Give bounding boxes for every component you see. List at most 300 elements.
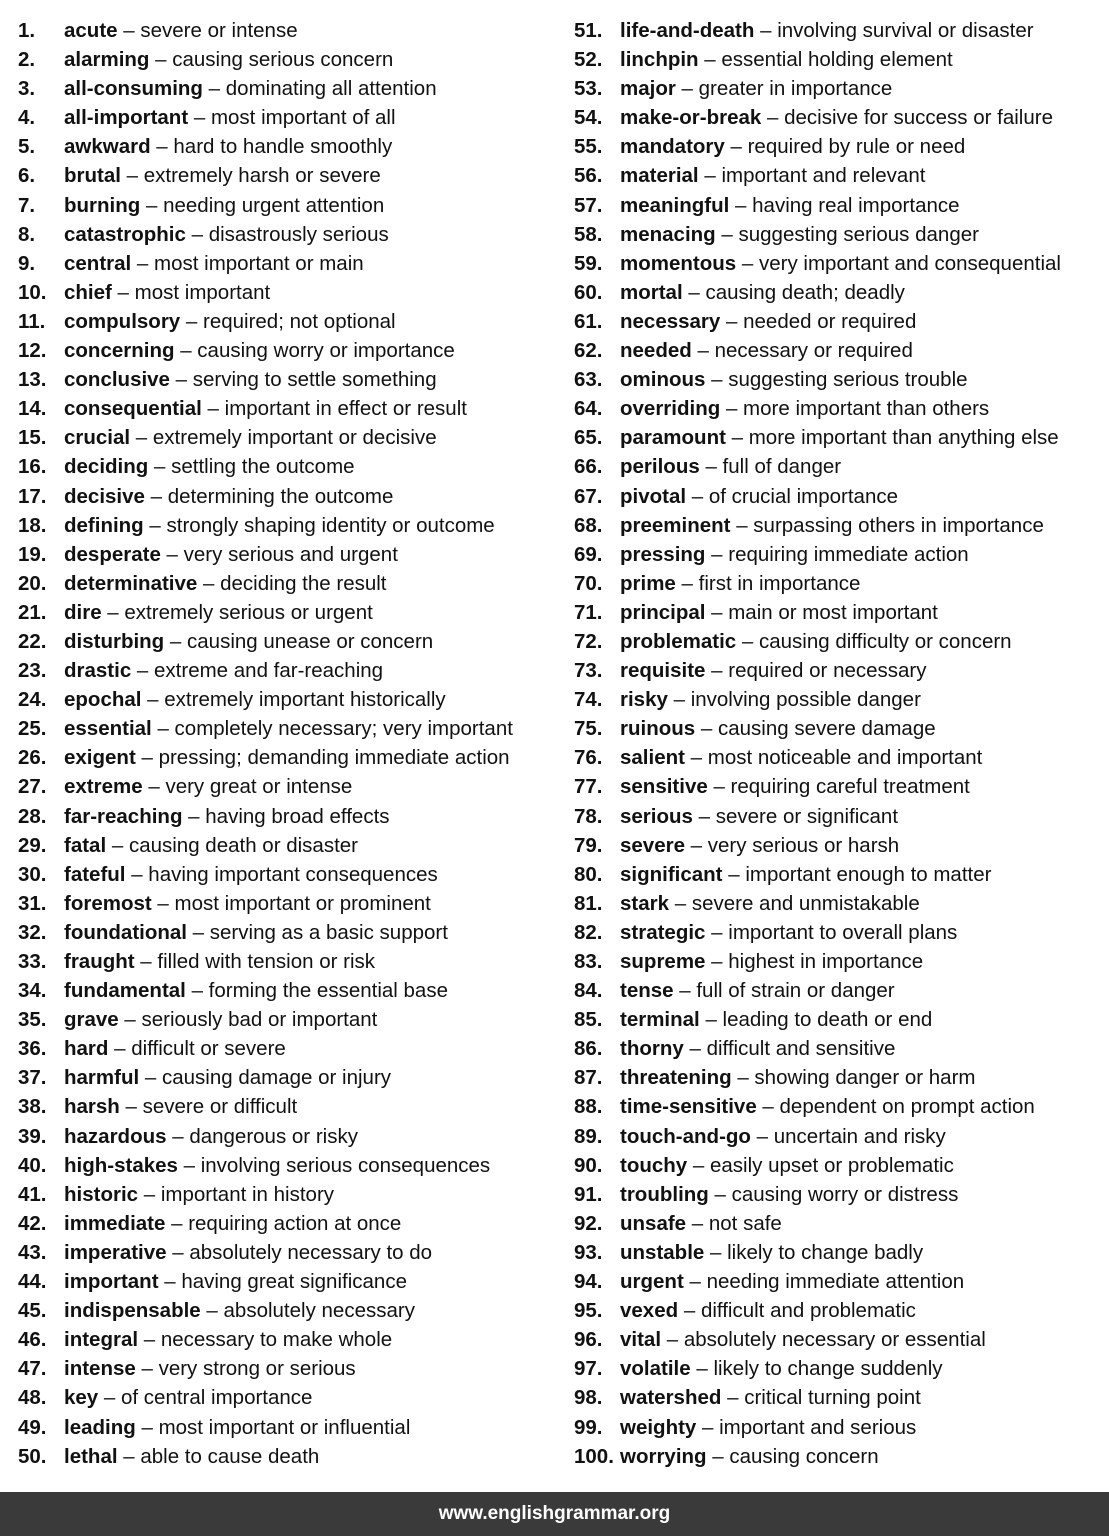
item-separator: –: [720, 397, 744, 421]
item-separator: –: [750, 1124, 774, 1148]
item-number: 71.: [574, 600, 603, 624]
item-separator: –: [106, 833, 129, 857]
item-word: fraught: [64, 950, 135, 973]
item-definition: causing serious concern: [172, 48, 394, 72]
item-number: 97.: [574, 1357, 603, 1381]
item-number: 36.: [18, 1037, 47, 1061]
item-definition: causing unease or concern: [187, 629, 434, 653]
item-number: 6.: [18, 164, 36, 188]
item-separator: –: [708, 1182, 732, 1206]
item-number: 100.: [574, 1444, 614, 1468]
item-number: 43.: [18, 1240, 47, 1264]
item-word: touchy: [620, 1153, 688, 1177]
item-separator: –: [120, 164, 144, 188]
item-separator: –: [736, 629, 759, 653]
item-word: dire: [64, 600, 102, 624]
item-separator: –: [169, 368, 193, 392]
item-definition: first in importance: [698, 571, 861, 595]
item-number: 80.: [574, 862, 603, 886]
item-word: supreme: [620, 950, 706, 973]
item-separator: –: [98, 1386, 122, 1410]
list-item: [574, 714, 1104, 743]
item-separator: –: [682, 280, 706, 304]
list-item: [574, 1383, 1104, 1412]
item-number: 17.: [18, 484, 47, 508]
item-word: weighty: [620, 1415, 697, 1439]
item-definition: greater in importance: [698, 77, 893, 101]
list-item: [18, 918, 563, 947]
item-word: burning: [64, 193, 141, 217]
item-word: deciding: [64, 455, 149, 479]
list-item: [574, 482, 1104, 511]
item-definition: severe and unmistakable: [691, 891, 920, 915]
item-separator: –: [673, 979, 697, 1003]
item-word: tense: [620, 979, 674, 1003]
item-definition: strongly shaping identity or outcome: [166, 513, 495, 537]
item-number: 32.: [18, 920, 47, 944]
item-separator: –: [669, 891, 692, 915]
item-number: 51.: [574, 19, 603, 42]
item-number: 22.: [18, 629, 47, 653]
item-separator: –: [678, 1299, 701, 1323]
list-item: [574, 423, 1104, 452]
item-number: 42.: [18, 1211, 47, 1235]
item-word: lethal: [64, 1444, 118, 1468]
item-number: 15.: [18, 426, 47, 450]
list-item: [18, 1267, 563, 1296]
item-number: 24.: [18, 688, 47, 712]
item-number: 8.: [18, 222, 36, 246]
list-item: [18, 278, 563, 307]
item-definition: causing worry or importance: [197, 339, 455, 363]
item-separator: –: [675, 571, 699, 595]
item-separator: –: [148, 455, 172, 479]
list-item: [18, 1296, 563, 1325]
item-definition: filled with tension or risk: [157, 950, 376, 973]
item-number: 66.: [574, 455, 603, 479]
item-definition: very strong or serious: [158, 1357, 356, 1381]
item-number: 52.: [574, 48, 603, 72]
item-definition: likely to change suddenly: [713, 1357, 943, 1381]
item-word: perilous: [620, 455, 700, 479]
item-separator: –: [731, 1066, 755, 1090]
list-item: [18, 1122, 563, 1151]
item-definition: very serious or harsh: [707, 833, 900, 857]
list-item: [18, 976, 563, 1005]
item-number: 47.: [18, 1357, 47, 1381]
item-number: 62.: [574, 339, 603, 363]
item-definition: of central importance: [121, 1386, 313, 1410]
item-separator: –: [166, 1124, 190, 1148]
item-definition: extremely important historically: [164, 688, 446, 712]
item-word: conclusive: [64, 368, 170, 392]
item-word: harsh: [64, 1095, 120, 1119]
item-number: 54.: [574, 106, 603, 130]
item-separator: –: [696, 1415, 720, 1439]
item-separator: –: [185, 222, 209, 246]
item-number: 19.: [18, 542, 47, 566]
item-definition: necessary or required: [714, 339, 913, 363]
item-word: significant: [620, 862, 723, 886]
item-word: defining: [64, 513, 144, 537]
item-definition: severe or difficult: [142, 1095, 298, 1119]
item-definition: most noticeable and important: [707, 746, 983, 770]
list-item: [574, 1180, 1104, 1209]
item-definition: causing concern: [729, 1444, 879, 1468]
list-item: [574, 1238, 1104, 1267]
item-word: catastrophic: [64, 222, 186, 246]
list-item: [574, 1005, 1104, 1034]
item-separator: –: [140, 193, 164, 217]
list-item: [574, 1092, 1104, 1121]
item-definition: very important and consequential: [758, 251, 1061, 275]
item-definition: important to overall plans: [728, 920, 958, 944]
item-definition: suggesting serious danger: [738, 222, 979, 246]
item-definition: of crucial importance: [708, 484, 899, 508]
item-number: 21.: [18, 600, 47, 624]
item-definition: most important or influential: [158, 1415, 411, 1439]
item-definition: most important: [134, 280, 271, 304]
item-separator: –: [661, 1328, 684, 1352]
list-item: [574, 336, 1104, 365]
item-definition: required; not optional: [203, 309, 396, 333]
item-separator: –: [690, 1357, 714, 1381]
item-number: 37.: [18, 1066, 47, 1090]
item-separator: –: [730, 513, 754, 537]
item-word: crucial: [64, 426, 131, 450]
item-definition: causing difficulty or concern: [759, 629, 1012, 653]
item-number: 9.: [18, 251, 36, 275]
list-item: [574, 1354, 1104, 1383]
item-word: hazardous: [64, 1124, 167, 1148]
item-number: 70.: [574, 571, 603, 595]
item-word: drastic: [64, 659, 132, 683]
item-separator: –: [699, 455, 723, 479]
item-word: menacing: [620, 222, 716, 246]
list-item: [574, 1063, 1104, 1092]
list-item: [18, 627, 563, 656]
item-word: needed: [620, 339, 692, 363]
item-separator: –: [705, 659, 729, 683]
list-item: [18, 132, 563, 161]
item-word: desperate: [64, 542, 161, 566]
item-word: harmful: [64, 1066, 140, 1090]
item-definition: causing death or disaster: [128, 833, 359, 857]
item-separator: –: [705, 600, 729, 624]
list-item: [574, 307, 1104, 336]
item-separator: –: [686, 1211, 709, 1235]
item-separator: –: [131, 659, 155, 683]
list-item: [18, 1092, 563, 1121]
item-definition: causing death; deadly: [705, 280, 905, 304]
list-item: [574, 598, 1104, 627]
item-number: 27.: [18, 775, 47, 799]
item-definition: difficult or severe: [131, 1037, 286, 1061]
item-separator: –: [698, 164, 722, 188]
item-separator: –: [139, 1066, 162, 1090]
item-separator: –: [202, 77, 226, 101]
item-number: 76.: [574, 746, 603, 770]
list-item: [18, 714, 563, 743]
item-word: high-stakes: [64, 1153, 178, 1177]
item-number: 1.: [18, 19, 36, 42]
item-definition: involving possible danger: [690, 688, 921, 712]
item-separator: –: [667, 688, 691, 712]
word-list-column-left: [18, 16, 563, 1471]
item-word: preeminent: [620, 513, 731, 537]
item-separator: –: [736, 251, 759, 275]
item-separator: –: [761, 106, 785, 130]
item-separator: –: [108, 1037, 132, 1061]
item-number: 4.: [18, 106, 36, 130]
item-definition: more important than anything else: [748, 426, 1059, 450]
item-word: salient: [620, 746, 685, 770]
item-definition: difficult and sensitive: [706, 1037, 896, 1061]
item-number: 72.: [574, 629, 603, 653]
list-item: [18, 191, 563, 220]
item-definition: not safe: [708, 1211, 782, 1235]
item-definition: requiring immediate action: [728, 542, 969, 566]
list-item: [574, 947, 1104, 976]
list-item: [18, 1034, 563, 1063]
item-number: 65.: [574, 426, 603, 450]
list-item: [18, 772, 563, 801]
list-item: [18, 569, 563, 598]
list-item: [574, 132, 1104, 161]
item-number: 95.: [574, 1299, 603, 1323]
item-number: 74.: [574, 688, 603, 712]
item-definition: important in effect or result: [224, 397, 467, 421]
item-number: 86.: [574, 1037, 603, 1061]
list-item: [574, 1209, 1104, 1238]
list-item: [18, 860, 563, 889]
item-word: essential: [64, 717, 152, 741]
item-separator: –: [729, 193, 753, 217]
item-definition: extremely serious or urgent: [124, 600, 373, 624]
item-separator: –: [134, 950, 158, 973]
list-item: [574, 1267, 1104, 1296]
footer-url[interactable]: www.englishgrammar.org: [438, 1503, 671, 1524]
item-word: fateful: [64, 862, 126, 886]
item-definition: important enough to matter: [745, 862, 992, 886]
item-definition: full of danger: [722, 455, 842, 479]
list-item: [574, 860, 1104, 889]
item-number: 79.: [574, 833, 603, 857]
item-word: threatening: [620, 1066, 732, 1090]
item-word: central: [64, 251, 132, 275]
list-item: [18, 831, 563, 860]
list-item: [574, 627, 1104, 656]
item-separator: –: [186, 920, 210, 944]
item-separator: –: [131, 251, 155, 275]
item-word: acute: [64, 19, 118, 42]
item-definition: dependent on prompt action: [779, 1095, 1035, 1119]
item-number: 90.: [574, 1153, 603, 1177]
list-item: [18, 1063, 563, 1092]
item-word: risky: [620, 688, 668, 712]
item-definition: showing danger or harm: [754, 1066, 976, 1090]
item-word: brutal: [64, 164, 121, 188]
item-definition: causing damage or injury: [161, 1066, 392, 1090]
item-word: disturbing: [64, 629, 165, 653]
item-definition: hard to handle smoothly: [173, 135, 393, 159]
item-word: volatile: [620, 1357, 691, 1381]
item-word: compulsory: [64, 309, 181, 333]
item-separator: –: [724, 135, 748, 159]
item-separator: –: [705, 542, 729, 566]
item-word: linchpin: [620, 48, 699, 72]
item-definition: disastrously serious: [208, 222, 389, 246]
list-item: [18, 947, 563, 976]
item-word: principal: [620, 600, 706, 624]
list-item: [574, 511, 1104, 540]
footer-bar: [0, 1492, 1109, 1536]
item-word: meaningful: [620, 193, 730, 217]
item-word: determinative: [64, 571, 198, 595]
list-item: [18, 598, 563, 627]
item-number: 94.: [574, 1270, 603, 1294]
item-word: overriding: [620, 397, 721, 421]
item-word: awkward: [64, 135, 151, 159]
item-separator: –: [119, 1095, 143, 1119]
item-number: 34.: [18, 979, 47, 1003]
item-word: foundational: [64, 920, 187, 944]
item-definition: dangerous or risky: [189, 1124, 358, 1148]
item-definition: having broad effects: [205, 804, 390, 828]
item-number: 31.: [18, 891, 47, 915]
item-word: material: [620, 164, 699, 188]
item-number: 13.: [18, 368, 47, 392]
item-definition: full of strain or danger: [696, 979, 895, 1003]
item-number: 75.: [574, 717, 603, 741]
item-number: 40.: [18, 1153, 47, 1177]
item-separator: –: [695, 717, 718, 741]
item-definition: leading to death or end: [722, 1008, 933, 1032]
item-definition: decisive for success or failure: [784, 106, 1053, 130]
item-number: 14.: [18, 397, 47, 421]
list-item: [18, 743, 563, 772]
item-number: 23.: [18, 659, 47, 683]
item-definition: able to cause death: [140, 1444, 320, 1468]
item-number: 39.: [18, 1124, 47, 1148]
item-definition: requiring action at once: [188, 1211, 402, 1235]
item-word: imperative: [64, 1240, 167, 1264]
item-definition: likely to change badly: [727, 1240, 924, 1264]
item-definition: deciding the result: [220, 571, 387, 595]
item-definition: having great significance: [181, 1270, 407, 1294]
list-item: [18, 423, 563, 452]
item-definition: very great or intense: [165, 775, 353, 799]
item-word: necessary: [620, 309, 721, 333]
item-number: 61.: [574, 309, 603, 333]
list-item: [574, 1442, 1104, 1471]
item-definition: essential holding element: [721, 48, 953, 72]
item-separator: –: [141, 688, 165, 712]
item-word: intense: [64, 1357, 136, 1381]
item-definition: requiring careful treatment: [730, 775, 970, 799]
item-word: exigent: [64, 746, 136, 770]
item-number: 16.: [18, 455, 47, 479]
item-definition: important and serious: [719, 1415, 917, 1439]
item-separator: –: [138, 1182, 161, 1206]
list-item: [18, 452, 563, 481]
item-definition: absolutely necessary to do: [189, 1240, 433, 1264]
item-separator: –: [151, 891, 175, 915]
item-definition: absolutely necessary: [223, 1299, 415, 1323]
item-separator: –: [201, 397, 225, 421]
item-definition: dominating all attention: [225, 77, 437, 101]
item-number: 98.: [574, 1386, 603, 1410]
item-number: 28.: [18, 804, 47, 828]
item-number: 26.: [18, 746, 47, 770]
list-item: [574, 1122, 1104, 1151]
item-definition: causing worry or distress: [731, 1182, 959, 1206]
item-separator: –: [138, 1328, 161, 1352]
item-word: ruinous: [620, 717, 696, 741]
item-word: important: [64, 1270, 159, 1294]
item-word: serious: [620, 804, 693, 828]
list-item: [574, 1325, 1104, 1354]
item-number: 5.: [18, 135, 36, 159]
list-item: [574, 918, 1104, 947]
item-separator: –: [720, 309, 744, 333]
item-word: strategic: [620, 920, 706, 944]
item-number: 73.: [574, 659, 603, 683]
item-separator: –: [692, 804, 716, 828]
item-word: watershed: [620, 1386, 722, 1410]
list-item: [18, 307, 563, 336]
item-definition: extremely important or decisive: [152, 426, 437, 450]
item-separator: –: [142, 775, 166, 799]
item-separator: –: [130, 426, 153, 450]
list-item: [574, 540, 1104, 569]
item-separator: –: [722, 862, 746, 886]
list-item: [18, 336, 563, 365]
item-definition: important and relevant: [721, 164, 926, 188]
item-word: pressing: [620, 542, 706, 566]
item-separator: –: [188, 106, 211, 130]
list-item: [574, 889, 1104, 918]
item-definition: settling the outcome: [171, 455, 355, 479]
list-item: [574, 103, 1104, 132]
item-word: alarming: [64, 48, 150, 72]
list-item: [574, 452, 1104, 481]
item-separator: –: [117, 19, 141, 42]
list-item: [18, 1005, 563, 1034]
item-number: 84.: [574, 979, 603, 1003]
item-number: 69.: [574, 542, 603, 566]
item-number: 18.: [18, 513, 47, 537]
item-word: urgent: [620, 1270, 684, 1294]
list-item: [574, 191, 1104, 220]
item-definition: extremely harsh or severe: [143, 164, 381, 188]
item-separator: –: [135, 1415, 159, 1439]
item-definition: serving to settle something: [192, 368, 437, 392]
list-item: [18, 1413, 563, 1442]
item-definition: necessary to make whole: [160, 1328, 393, 1352]
list-item: [18, 45, 563, 74]
item-definition: important in history: [160, 1182, 335, 1206]
list-item: [574, 656, 1104, 685]
item-definition: more important than others: [743, 397, 990, 421]
list-item: [18, 1180, 563, 1209]
item-definition: most important of all: [210, 106, 396, 130]
item-definition: difficult and problematic: [700, 1299, 916, 1323]
list-item: [18, 220, 563, 249]
item-number: 30.: [18, 862, 47, 886]
item-separator: –: [177, 1153, 201, 1177]
item-definition: uncertain and risky: [773, 1124, 946, 1148]
